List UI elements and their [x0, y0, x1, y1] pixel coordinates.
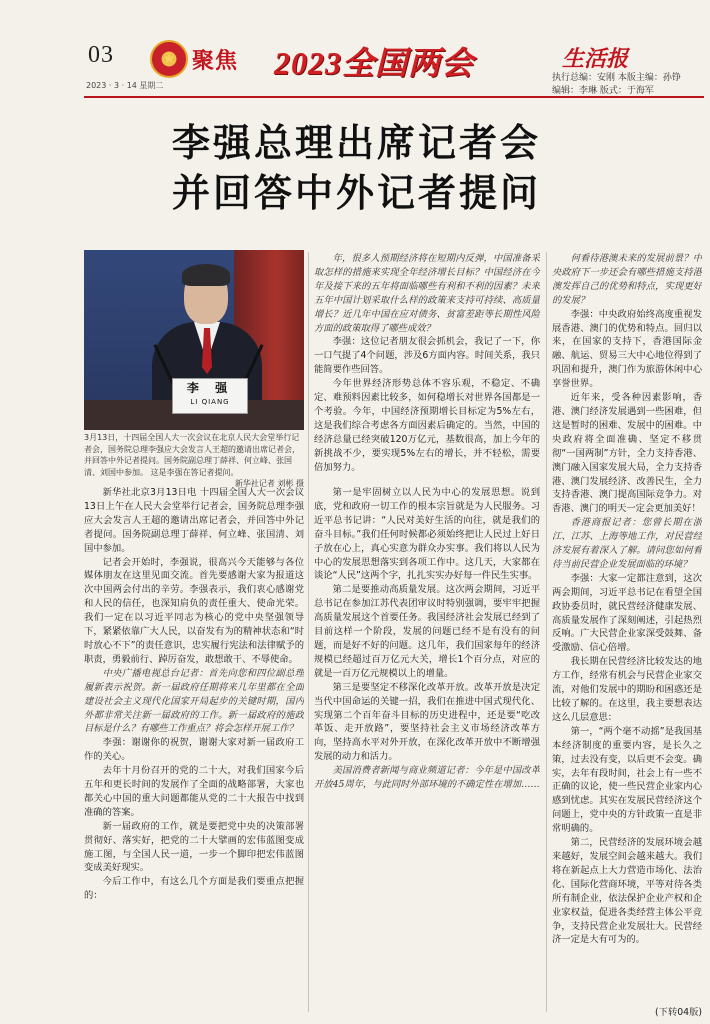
banner-title: 2023全国两会: [274, 45, 475, 81]
nameplate: [172, 378, 248, 414]
article-column-3: [552, 252, 702, 1022]
question-paragraph: 年，很多人预期经济将在短期内反弹，中国准备采取怎样的措施来实现全年经济增长目标？中国经济在今年及接下来的五年将面临哪些有利和不利的因素？未来五年中国计划采取什么样的政策来支持可持续、高质量增长？近几年中国在应对债务、贫富差距等长期性风险方面的政策取得了哪些成效？: [314, 253, 540, 334]
page-number: 03: [88, 42, 114, 68]
body-paragraph: 我长期在民营经济比较发达的地方工作，经常有机会与民营企业家交流，对他们发展中的期盼和困惑还是比较了解的。在这里，我主要想表达这么几层意思：: [552, 656, 702, 723]
body-paragraph: 李强：这位记者朋友很会抓机会，我记了一下，你一口气提了4个问题，涉及6方面内容。时间关系，我只能简要作些回答。: [314, 336, 540, 376]
column-divider: [308, 252, 309, 1012]
headline-line-1: 李强总理出席记者会: [172, 121, 542, 165]
photo-credit: 新华社记者 刘彬 摄: [234, 479, 304, 488]
body-paragraph: 第三是要坚定不移深化改革开放。改革开放是决定当代中国命运的关键一招，我们在推进中国式现代化、实现第二个百年奋斗目标的历史进程中，还是要“吃改革饭、走开放路”，要坚持社会主义市场经济改革方向，坚持高水平对外开放，在深化改革开放中不断增强发展的动力和活力。: [314, 681, 540, 763]
nameplate-english: LI QIANG: [190, 398, 230, 406]
editor-line: 编辑：李琳 版式：于海军: [552, 86, 654, 96]
body-paragraph: 今年世界经济形势总体不容乐观，不稳定、不确定、难预料因素比较多，如何稳增长对世界各国都是一个考验。今年，中国经济预期增长目标定为5%左右，这是我们综合考虑各方面因素后确定的。当然，中国的经济总量已经突破120万亿元，基数很高，加上今年的新挑战不少，要实现5%左右的增长，并不轻松，需要倍加努力。: [314, 378, 540, 473]
body-paragraph: 新华社北京3月13日电 十四届全国人大一次会议13日上午在人民大会堂举行记者会，国务院总理李强应大会发言人王超的邀请出席记者会，并回答中外记者提问。国务院副总理丁薛祥、何立峰、张国清、刘国中参加。: [84, 487, 304, 554]
body-paragraph: 去年十月份召开的党的二十大，对我们国家今后五年和更长时间的发展作了全面的战略部署，大家也都关心中国的重大问题都能从党的二十大报告中找到准确的答案。: [84, 765, 304, 818]
article-column-1: [84, 486, 304, 1014]
body-paragraph: 李强：谢谢你的祝贺，谢谢大家对新一届政府工作的关心。: [84, 737, 304, 763]
caption-text: 3月13日，十四届全国人大一次会议在北京人民大会堂举行记者会，国务院总理李强应大会发言人王超的邀请出席记者会，并回答中外记者提问。国务院副总理丁薛祥、何立峰、张国清、刘国中参加。 这是李强在答记者提问。: [84, 433, 300, 477]
issue-date: 2023 · 3 · 14 星期二: [86, 81, 164, 90]
article-column-2-top: [314, 252, 540, 482]
news-photo: [84, 250, 304, 430]
column-divider: [546, 252, 547, 1012]
header-divider: [84, 96, 704, 98]
question-paragraph: 美国消费者新闻与商业频道记者：今年是中国改革开放45周年，与此同时外部环境的不确定性在增加……: [314, 765, 540, 791]
body-paragraph: 记者会开始时，李强说，很高兴今天能够与各位媒体朋友在这里见面交流。首先要感谢大家为报道这次中国两会付出的辛劳。李强表示，我们衷心感谢党和人民的信任，也深知肩负的责任重大、使命光荣。我们一定在以习近平同志为核心的党中央坚强领导下，紧紧依靠广大人民，以奋发有为的精神状态和“时时放心不下”的责任意识，忠实履行宪法和法律赋予的职责，勇毅前行、踔厉奋发，敢想敢干、不辱使命。: [84, 556, 304, 665]
question-paragraph: 中央广播电视总台记者：首先向您和四位副总理履新表示祝贺。新一届政府任期将来几年里都在全面建设社会主义现代化国家开局起步的关键时期，国内外都非常关注新一届政府的工作。新一届政府的施政目标是什么？有哪些工作重点？将会怎样开展工作？: [84, 667, 304, 735]
body-paragraph: 第二，民营经济的发展环境会越来越好，发展空间会越来越大。我们将在新起点上大力营造市场化、法治化、国际化营商环境，平等对待各类所有制企业，依法保护企业产权和企业家权益，促进各类经营主体公平竞争，支持民营企业发展壮大。民营经济一定是大有可为的。: [552, 837, 702, 946]
question-paragraph: 何看待港澳未来的发展前景？中央政府下一步还会有哪些措施支持港澳发挥自己的优势和特点，实现更好的发展？: [552, 253, 702, 306]
page-header: [0, 0, 710, 100]
body-paragraph: 新一届政府的工作，就是要把党中央的决策部署贯彻好、落实好，把党的二十大擘画的宏伟蓝图变成施工图，与全国人民一道，一步一个脚印把宏伟蓝图变成美好现实。: [84, 820, 304, 874]
continued-note: (下转04版): [655, 1007, 702, 1018]
body-paragraph: 第一是牢固树立以人民为中心的发展思想。说到底，党和政府一切工作的根本宗旨就是为人民服务。习近平总书记讲：“人民对美好生活的向往，就是我们的奋斗目标。”我们任何时候都必须始终把让人民过上好日子放在心上，真心实意为群众办实事。我们将以人民为中心的发展思想落实到各项工作中。这几天，大家都在谈论“人民”这两个字，扎扎实实办好每一件民生实事。: [314, 487, 540, 582]
editor-credits: [552, 72, 702, 98]
body-paragraph: 今后工作中，有这么几个方面是我们要重点把握的：: [84, 876, 304, 902]
article-column-2-bottom: [314, 486, 540, 1014]
section-banner: [150, 38, 550, 84]
editor-line: 执行总编：安刚 本版主编：孙铮: [552, 73, 681, 83]
national-emblem-icon: [150, 40, 188, 78]
photo-speaker-hair: [182, 264, 230, 286]
body-paragraph: 第一，“两个毫不动摇”是我国基本经济制度的重要内容，是长久之策，过去没有变，以后更不会变。确实，去年有段时间，社会上有一些不正确的议论，使一些民营企业家内心感到忧虑。其实在发展民营经济这个问题上，党中央的方针政策一直是非常明确的。: [552, 725, 702, 835]
headline: [172, 118, 672, 218]
body-paragraph: 近年来，受各种因素影响，香港、澳门经济发展遇到一些困难，但这是暂时的困难、发展中的困难。中央政府将全面准确、坚定不移贯彻“一国两制”方针，全力支持香港、澳门融入国家发展大局，全力支持香港、澳门发展经济、改善民生，全力支持香港、澳门提高国际竞争力。对香港、澳门的明天一定会更加美好！: [552, 392, 702, 515]
newspaper-masthead: 生活报: [562, 46, 629, 72]
headline-line-2: 并回答中外记者提问: [172, 171, 542, 215]
nameplate-chinese: 李 强: [186, 381, 234, 395]
body-paragraph: 李强：大家一定都注意到，这次两会期间，习近平总书记在看望全国政协委员时，就民营经济健康发展、高质量发展作了深刻阐述，引起热烈反响。广大民营企业家深受鼓舞、备受激励、信心倍增。: [552, 572, 702, 654]
photo-caption: [84, 432, 304, 490]
body-paragraph: 第二是要推动高质量发展。这次两会期间，习近平总书记在参加江苏代表团审议时特别强调，要牢牢把握高质量发展这个首要任务。我国经济社会发展已经到了目前这样一个阶段，发展的问题已经不是有没有的问题，而是好不好的问题。这几年，我们国家每年的经济规模已经超过百万亿元大关，增长1个百分点，对应的就是一百万亿元规模以上的增量。: [314, 584, 540, 679]
question-paragraph: 香港商报记者：您曾长期在浙江、江苏、上海等地工作，对民营经济发展有着深入了解。请问您如何看待当前民营企业发展面临的环境？: [552, 517, 702, 570]
body-paragraph: 李强：中央政府始终高度重视发展香港、澳门的优势和特点。回归以来，在国家的支持下，香港国际金融、航运、贸易三大中心地位得到了巩固和提升，澳门作为旅游休闲中心享誉世界。: [552, 308, 702, 390]
section-label: 聚焦: [192, 49, 239, 74]
star-icon: ★: [162, 51, 176, 67]
